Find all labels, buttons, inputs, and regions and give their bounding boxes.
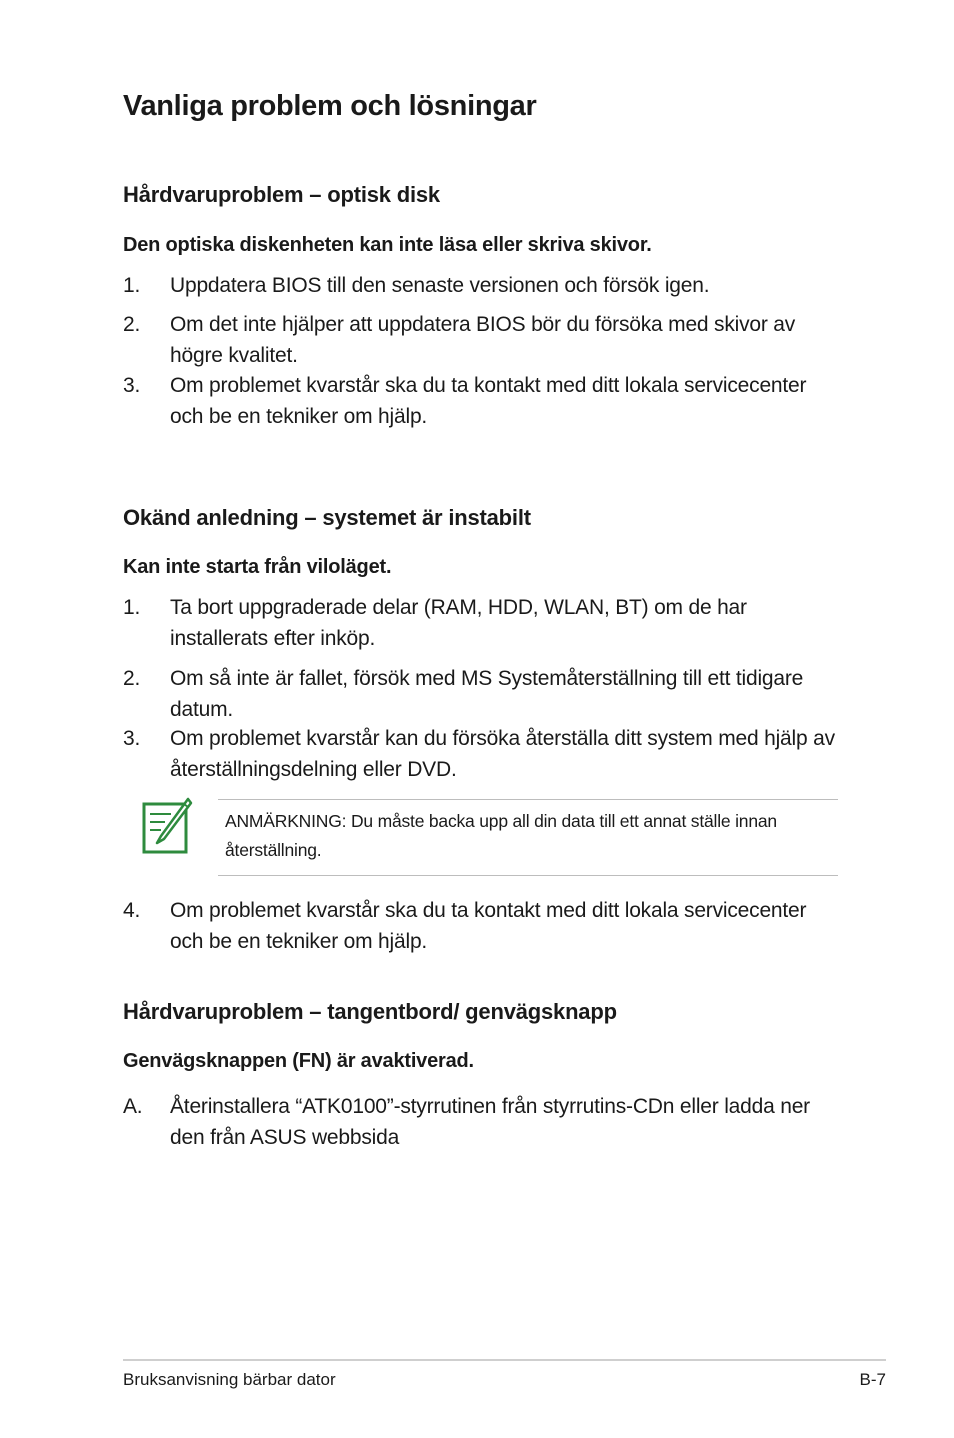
list-item: [123, 309, 843, 371]
page-title: Vanliga problem och lösningar: [123, 90, 537, 122]
problem-heading-optical-disk: Den optiska diskenheten kan inte läsa eller skriva skivor.: [123, 234, 652, 256]
problem-heading-resume-failure: Kan inte starta från viloläget.: [123, 556, 392, 578]
list-number: 3.: [123, 727, 141, 750]
list-text: Återinstallera “ATK0100”-styrrutinen från styrrutins-CDn eller ladda ner den från ASUS webbsida: [170, 1095, 810, 1149]
list-number: 2.: [123, 313, 141, 336]
note-text: ANMÄRKNING: Du måste backa upp all din data till ett annat ställe innan återställning.: [225, 811, 777, 860]
list-number: 1.: [123, 274, 141, 297]
list-number: 4.: [123, 899, 141, 922]
list-item: [123, 1091, 843, 1153]
section-heading-keyboard-hotkey: Hårdvaruproblem – tangentbord/ genvägsknapp: [123, 999, 617, 1024]
note-box: [218, 799, 838, 876]
problem-heading-fn-disabled: Genvägsknappen (FN) är avaktiverad.: [123, 1050, 474, 1072]
list-text: Om så inte är fallet, försök med MS Systemåterställning till ett tidigare datum.: [170, 667, 804, 721]
list-number: A.: [123, 1095, 143, 1118]
footer-divider: [123, 1359, 886, 1361]
list-text: Om problemet kvarstår ska du ta kontakt med ditt lokala servicecenter och be en tekniker om hjälp.: [170, 374, 807, 428]
list-item: [123, 663, 843, 725]
list-number: 3.: [123, 374, 141, 397]
list-text: Om problemet kvarstår kan du försöka återställa ditt system med hjälp av återställningsdelning eller DVD.: [170, 727, 835, 781]
section-heading-optical-disk: Hårdvaruproblem – optisk disk: [123, 182, 440, 207]
list-item: [123, 370, 843, 432]
list-number: 1.: [123, 596, 141, 619]
list-item: [123, 270, 843, 301]
list-item: [123, 592, 843, 654]
footer-page-number: B-7: [859, 1370, 886, 1389]
footer-manual-title: Bruksanvisning bärbar dator: [123, 1370, 336, 1389]
list-item: [123, 723, 843, 785]
note-pencil-icon: [141, 796, 193, 856]
list-text: Om det inte hjälper att uppdatera BIOS bör du försöka med skivor av högre kvalitet.: [170, 313, 796, 367]
section-heading-unstable-system: Okänd anledning – systemet är instabilt: [123, 505, 531, 530]
list-text: Uppdatera BIOS till den senaste versionen och försök igen.: [170, 274, 710, 297]
list-number: 2.: [123, 667, 141, 690]
list-text: Om problemet kvarstår ska du ta kontakt med ditt lokala servicecenter och be en tekniker om hjälp.: [170, 899, 807, 953]
list-text: Ta bort uppgraderade delar (RAM, HDD, WLAN, BT) om de har installerats efter inköp.: [170, 596, 747, 650]
list-item: [123, 895, 843, 957]
